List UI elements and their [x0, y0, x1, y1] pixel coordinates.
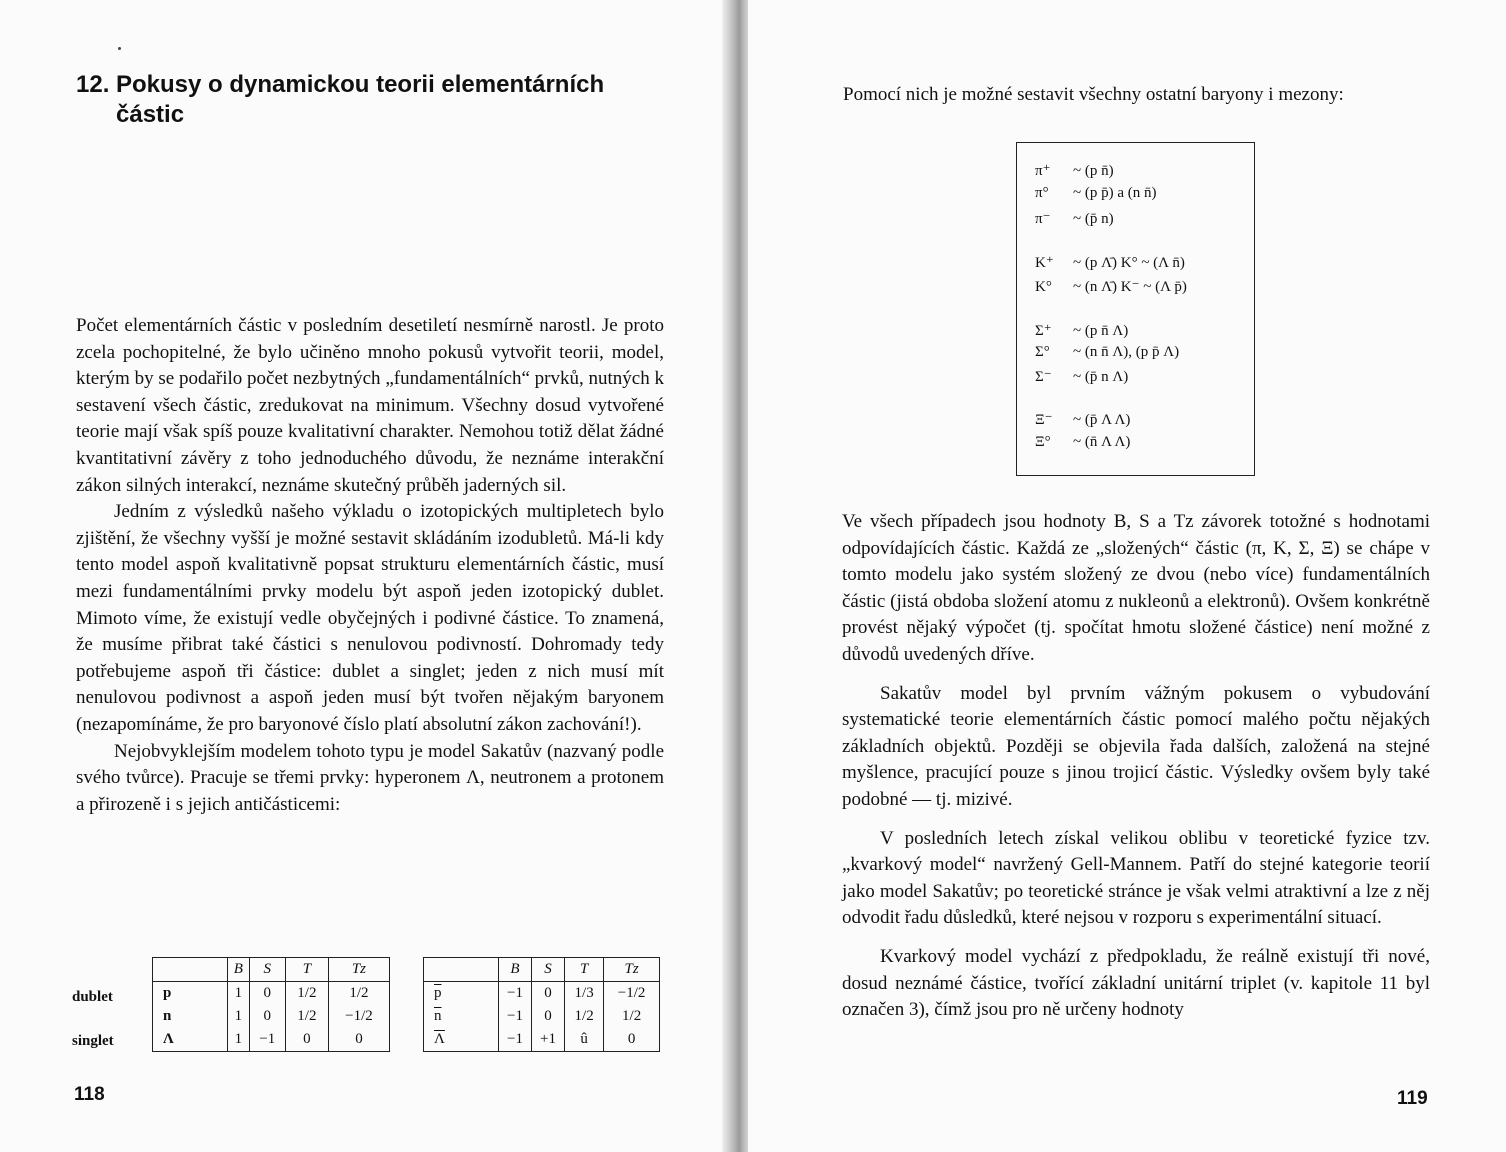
formula-expression: ~ (p p̄) a (n n̄): [1073, 185, 1157, 201]
paragraph: Sakatův model byl prvním vážným pokusem o vybudování systematické teorie elementárních částic pomocí malého počtu nějakých základních objektů. Později se objevila řada dalších, založená na stejné myšlence, pracující pouze s jinou trojicí částic. Výsledky ovšem byly také podobné — tj. mizivé.: [842, 682, 1430, 810]
chapter-title-line1: Pokusy o dynamickou teorii elementárních: [116, 71, 605, 98]
cell-B: −1: [499, 1028, 532, 1052]
table-corner: [153, 958, 228, 982]
right-intro-line: Pomocí nich je možné sestavit všechny ostatní baryony i mezony:: [843, 84, 1344, 105]
col-header-Tz: Tz: [328, 958, 389, 982]
row-label-singlet: singlet: [72, 1033, 114, 1049]
formula-symbol: Σ°: [1035, 344, 1050, 360]
cell-S: −1: [249, 1028, 285, 1052]
table-row: [424, 982, 660, 1006]
particle-cell: n: [163, 1008, 172, 1024]
formula-expression: ~ (p̄ n): [1073, 211, 1114, 227]
antiparticle-cell: $\overline{p}$: [434, 985, 442, 1001]
antiparticle-cell: $\overline{\Lambda}$: [434, 1031, 445, 1047]
paragraph: Jedním z výsledků našeho výkladu o izotopických multipletech bylo zjištění, že všechny vyšší je možné sestavit skládáním izodubletů. Má-li kdy tento model aspoň kvalitativně popsat strukturu elementárních částic, musí mezi fundamentálními prvky modelu být aspoň jeden izotopický dublet. Mimoto víme, že existují vedle obyčejných i podivné částice. To znamená, že musíme přibrat také částici s nenulovou podivností. Dohromady tedy potřebujeme aspoň tři částice: dublet a singlet; jeden z nich musí mít nenulovou podivnost a aspoň jeden musí být tvořen nějakým baryonem (nezapomínáme, že pro baryonové číslo platí absolutní zákon zachování!).: [76, 501, 664, 735]
formula-row: [1035, 185, 1157, 202]
col-header-S: S: [532, 958, 565, 982]
formula-symbol: π⁺: [1035, 163, 1051, 179]
cell-S: 0: [249, 982, 285, 1006]
table-row: [153, 982, 390, 1006]
formula-symbol: Σ⁻: [1035, 369, 1052, 385]
formula-symbol: Ξ°: [1035, 434, 1051, 450]
cell-Tz: −1/2: [328, 1005, 389, 1028]
col-header-T: T: [565, 958, 604, 982]
col-header-S: S: [249, 958, 285, 982]
cell-B: −1: [499, 982, 532, 1006]
table-row: [424, 1028, 660, 1052]
table-row: [153, 1028, 390, 1052]
formula-symbol: K⁺: [1035, 255, 1054, 271]
formula-expression: ~ (p n̄ Λ): [1073, 323, 1129, 339]
col-header-Tz: Tz: [604, 958, 660, 982]
quantum-numbers-table-antiparticles: [423, 957, 660, 1052]
quantum-numbers-table-particles: [152, 957, 390, 1052]
formula-row: [1035, 161, 1114, 180]
formula-row: [1035, 277, 1187, 296]
chapter-title-line2: částic: [116, 101, 185, 128]
row-label-dublet: dublet: [72, 989, 113, 1005]
cell-B: 1: [228, 982, 250, 1006]
antiparticle-cell: $\overline{n}$: [434, 1008, 442, 1024]
formula-row: [1035, 344, 1179, 361]
chapter-number: 12.: [76, 71, 110, 98]
col-header-T: T: [285, 958, 328, 982]
formula-expression: ~ (p̄ Λ Λ): [1073, 412, 1131, 428]
cell-S: +1: [532, 1028, 565, 1052]
left-page: [0, 0, 730, 1152]
cell-B: −1: [499, 1005, 532, 1028]
left-body-text: [76, 313, 664, 818]
formula-expression: ~ (n Λ̄) K⁻ ~ (Λ p̄): [1073, 279, 1187, 295]
formula-symbol: π°: [1035, 185, 1049, 201]
paragraph: Nejobvyklejším modelem tohoto typu je model Sakatův (nazvaný podle svého tvůrce). Pracuje se třemi prvky: hyperonem Λ, neutronem a protonem a přirozeně i s jejich antičásticemi:: [76, 740, 664, 815]
cell-S: 0: [249, 1005, 285, 1028]
formula-symbol: Σ⁺: [1035, 323, 1052, 339]
chapter-heading: [76, 70, 676, 130]
formula-symbol: Ξ⁻: [1035, 412, 1053, 428]
formula-symbol: π⁻: [1035, 211, 1051, 227]
cell-B: 1: [228, 1005, 250, 1028]
cell-Tz: 1/2: [328, 982, 389, 1006]
table-row: [153, 1005, 390, 1028]
right-body-text: [842, 509, 1430, 1024]
paragraph: Kvarkový model vychází z předpokladu, že reálně existují tři nové, dosud neznámé částice, tvořící základní unitární triplet (v. kapitole 11 byl označen 3), čímž jsou pro ně určeny hodnoty: [842, 945, 1430, 1021]
cell-Tz: 0: [328, 1028, 389, 1052]
formula-row: [1035, 209, 1114, 228]
formula-expression: ~ (n n̄ Λ), (p p̄ Λ): [1073, 344, 1180, 360]
col-header-B: B: [228, 958, 250, 982]
paragraph: V posledních letech získal velikou oblibu v teoretické fyzice tzv. „kvarkový model“ navržený Gell-Mannem. Patří do stejné kategorie teorií jako model Sakatův; po teoretické stránce je však velmi atraktivní a lze z něj odvodit řadu důsledků, které nejsou v rozporu s experimentální situací.: [842, 827, 1430, 929]
cell-B: 1: [228, 1028, 250, 1052]
formula-expression: ~ (p Λ̄) K° ~ (Λ n̄): [1073, 255, 1185, 271]
cell-T: 1/2: [285, 982, 328, 1006]
formula-expression: ~ (p̄ n Λ): [1073, 369, 1129, 385]
cell-T: 1/2: [565, 1005, 604, 1028]
cell-Tz: 0: [604, 1028, 660, 1052]
formula-expression: ~ (p n̄): [1073, 163, 1114, 179]
cell-S: 0: [532, 1005, 565, 1028]
cell-T: 1/3: [565, 982, 604, 1006]
formula-row: [1035, 367, 1128, 386]
cell-T: 1/2: [285, 1005, 328, 1028]
formula-row: [1035, 434, 1130, 451]
table-corner: [424, 958, 499, 982]
cell-T: û: [565, 1028, 604, 1052]
page-number-left: 118: [74, 1084, 105, 1105]
composition-formula-box: [1016, 142, 1255, 476]
paragraph: Ve všech případech jsou hodnoty B, S a Tz závorek totožné s hodnotami odpovídajících částic. Každá ze „složených“ částic (π, K, Σ, Ξ) se chápe v tomto modelu jako systém složený ze dvou (nebo více) fundamentálních částic (jistá obdoba složení atomu z nukleonů a elektronů). Ovšem konkrétně provést nějaký výpočet (tj. spočítat hmotu složené částice) není možné z důvodů uvedených dříve.: [842, 511, 1430, 665]
page-number-right: 119: [1397, 1088, 1428, 1109]
formula-row: [1035, 321, 1128, 340]
col-header-B: B: [499, 958, 532, 982]
particle-cell: p: [163, 985, 172, 1001]
print-speck: [118, 47, 121, 50]
formula-expression: ~ (n̄ Λ Λ): [1073, 434, 1131, 450]
particle-cell: Λ: [163, 1031, 174, 1047]
formula-row: [1035, 253, 1185, 272]
formula-symbol: K°: [1035, 279, 1052, 295]
formula-row: [1035, 410, 1130, 429]
cell-Tz: 1/2: [604, 1005, 660, 1028]
cell-T: 0: [285, 1028, 328, 1052]
cell-S: 0: [532, 982, 565, 1006]
paragraph: Počet elementárních částic v posledním desetiletí nesmírně narostl. Je proto zcela pochopitelné, že bylo učiněno mnoho pokusů vytvořit teorii, model, kterým by se podařilo počet nezbytných „fundamentálních“ prvků, nutných k sestavení všech částic, zredukovat na minimum. Všechny dosud vytvořené teorie mají však spíš pouze kvalitativní charakter. Nemohou totiž dělat žádné kvantitativní závěry z toho jednoduchého důvodu, že neznáme interakční zákon silných interakcí, neznáme skutečný průběh jaderných sil.: [76, 315, 664, 496]
table-row: [424, 1005, 660, 1028]
cell-Tz: −1/2: [604, 982, 660, 1006]
